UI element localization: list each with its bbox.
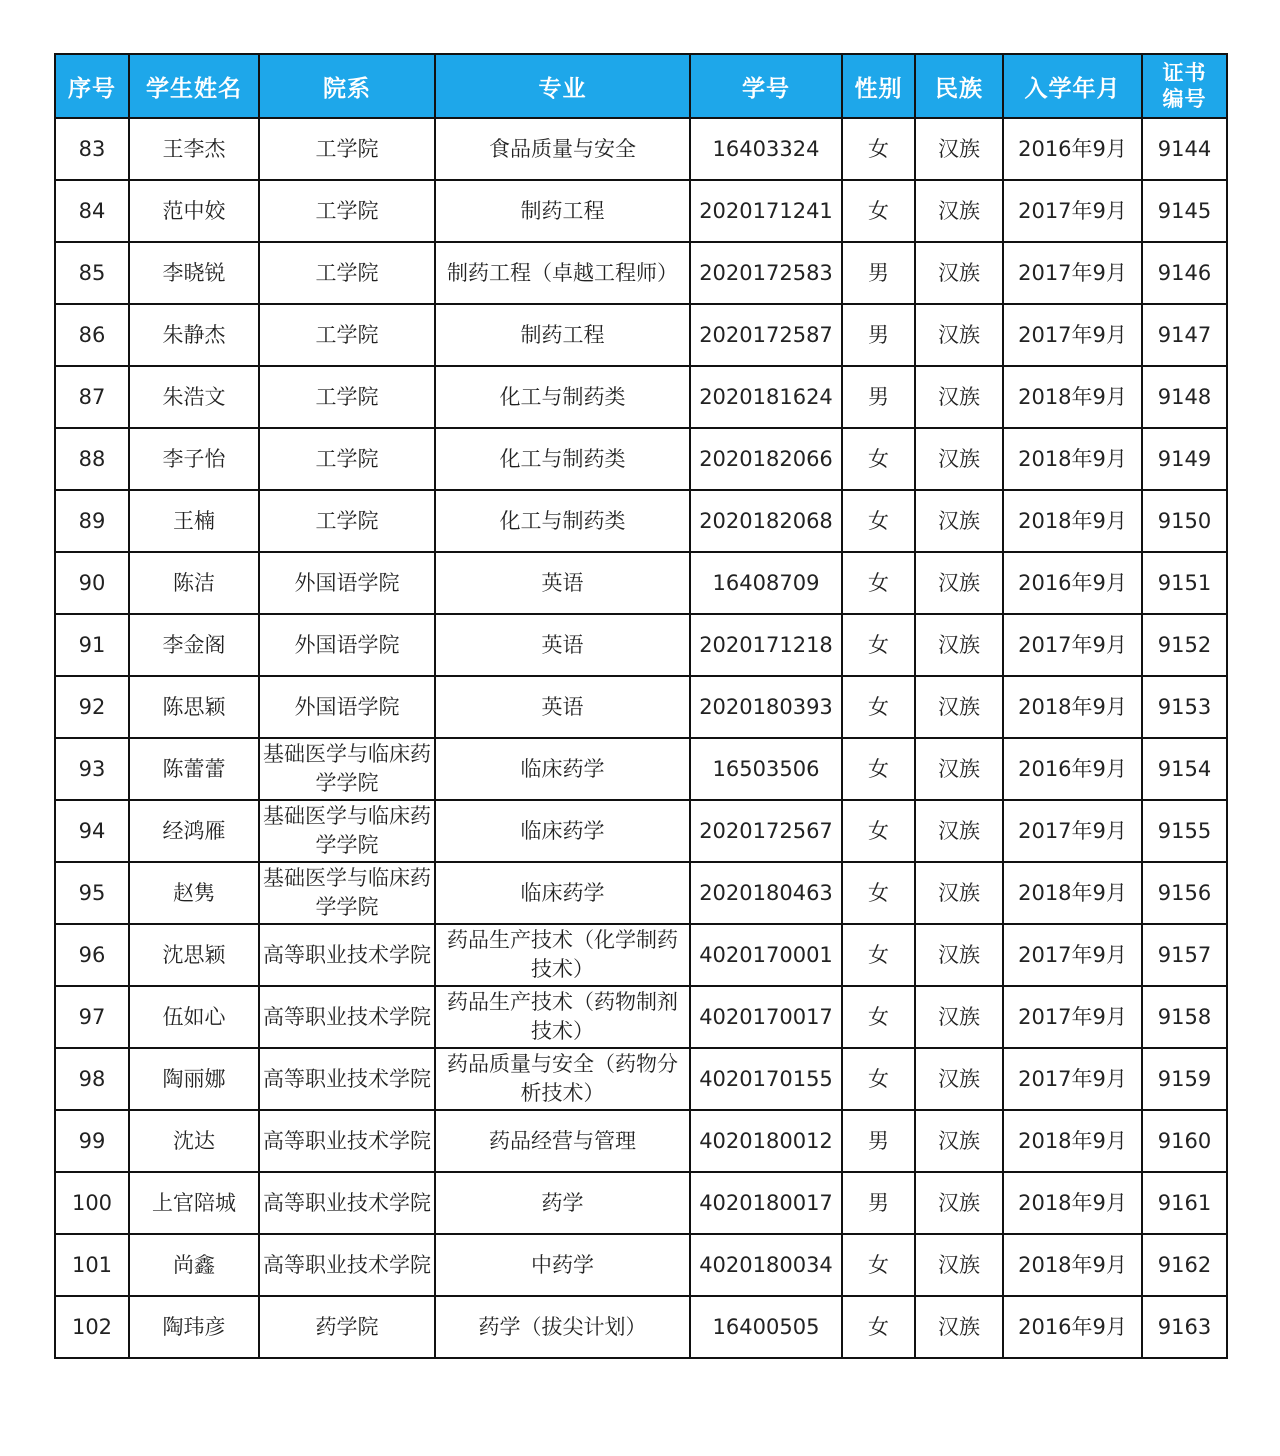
cell-student-name: 王楠 <box>129 490 259 552</box>
cell-gender: 女 <box>842 118 915 180</box>
cell-enrollment-date: 2017年9月 <box>1003 242 1142 304</box>
cell-gender: 男 <box>842 1110 915 1172</box>
cell-student-name: 陶玮彦 <box>129 1296 259 1358</box>
cell-gender: 女 <box>842 986 915 1048</box>
cell-major: 药学 <box>435 1172 690 1234</box>
cell-certificate-number: 9144 <box>1142 118 1227 180</box>
cell-student-id: 16400505 <box>690 1296 842 1358</box>
cell-enrollment-date: 2016年9月 <box>1003 1296 1142 1358</box>
cell-gender: 女 <box>842 800 915 862</box>
header-certificate-number: 证书 编号 <box>1142 54 1227 118</box>
cell-certificate-number: 9163 <box>1142 1296 1227 1358</box>
cell-gender: 女 <box>842 1296 915 1358</box>
cell-gender: 男 <box>842 366 915 428</box>
cell-department: 工学院 <box>259 304 435 366</box>
cell-department: 外国语学院 <box>259 614 435 676</box>
student-table <box>54 53 1228 1359</box>
cell-department: 基础医学与临床药学学院 <box>259 738 435 800</box>
cell-department: 工学院 <box>259 118 435 180</box>
cell-student-name: 陈思颖 <box>129 676 259 738</box>
table-row <box>55 118 1227 180</box>
cell-student-name: 上官陪城 <box>129 1172 259 1234</box>
cell-student-name: 沈达 <box>129 1110 259 1172</box>
cell-ethnicity: 汉族 <box>915 924 1003 986</box>
cell-enrollment-date: 2017年9月 <box>1003 800 1142 862</box>
cell-gender: 女 <box>842 614 915 676</box>
cell-major: 英语 <box>435 614 690 676</box>
table-row <box>55 366 1227 428</box>
cell-enrollment-date: 2017年9月 <box>1003 180 1142 242</box>
cell-gender: 男 <box>842 242 915 304</box>
cell-enrollment-date: 2018年9月 <box>1003 1234 1142 1296</box>
cell-certificate-number: 9150 <box>1142 490 1227 552</box>
cell-certificate-number: 9160 <box>1142 1110 1227 1172</box>
cell-ethnicity: 汉族 <box>915 862 1003 924</box>
cell-student-name: 陶丽娜 <box>129 1048 259 1110</box>
cell-student-name: 尚鑫 <box>129 1234 259 1296</box>
cell-enrollment-date: 2018年9月 <box>1003 1172 1142 1234</box>
table-body <box>55 118 1227 1358</box>
cell-student-id: 2020180463 <box>690 862 842 924</box>
cell-major: 食品质量与安全 <box>435 118 690 180</box>
cell-major: 药品质量与安全（药物分析技术） <box>435 1048 690 1110</box>
cell-gender: 男 <box>842 1172 915 1234</box>
table-row <box>55 1296 1227 1358</box>
cell-student-name: 朱静杰 <box>129 304 259 366</box>
table-row <box>55 676 1227 738</box>
table-row <box>55 490 1227 552</box>
table-row <box>55 614 1227 676</box>
cell-major: 药品经营与管理 <box>435 1110 690 1172</box>
cell-index: 96 <box>55 924 129 986</box>
cell-ethnicity: 汉族 <box>915 800 1003 862</box>
cell-ethnicity: 汉族 <box>915 1110 1003 1172</box>
cell-certificate-number: 9156 <box>1142 862 1227 924</box>
cell-index: 91 <box>55 614 129 676</box>
cell-student-id: 2020182066 <box>690 428 842 490</box>
cell-enrollment-date: 2018年9月 <box>1003 490 1142 552</box>
header-gender: 性别 <box>842 54 915 118</box>
cell-certificate-number: 9146 <box>1142 242 1227 304</box>
cell-certificate-number: 9161 <box>1142 1172 1227 1234</box>
cell-department: 工学院 <box>259 428 435 490</box>
cell-index: 93 <box>55 738 129 800</box>
cell-ethnicity: 汉族 <box>915 1296 1003 1358</box>
cell-certificate-number: 9153 <box>1142 676 1227 738</box>
cell-major: 英语 <box>435 676 690 738</box>
cell-student-id: 4020170001 <box>690 924 842 986</box>
cell-department: 外国语学院 <box>259 552 435 614</box>
table-row <box>55 862 1227 924</box>
cell-enrollment-date: 2016年9月 <box>1003 552 1142 614</box>
cell-ethnicity: 汉族 <box>915 118 1003 180</box>
cell-student-id: 2020172567 <box>690 800 842 862</box>
cell-major: 临床药学 <box>435 800 690 862</box>
cell-ethnicity: 汉族 <box>915 366 1003 428</box>
cell-ethnicity: 汉族 <box>915 986 1003 1048</box>
cell-major: 制药工程 <box>435 180 690 242</box>
cell-enrollment-date: 2017年9月 <box>1003 304 1142 366</box>
cell-student-name: 伍如心 <box>129 986 259 1048</box>
cell-ethnicity: 汉族 <box>915 304 1003 366</box>
cell-major: 临床药学 <box>435 862 690 924</box>
cell-student-id: 4020170155 <box>690 1048 842 1110</box>
cell-certificate-number: 9149 <box>1142 428 1227 490</box>
cell-gender: 女 <box>842 924 915 986</box>
cell-gender: 女 <box>842 1048 915 1110</box>
cell-student-id: 2020180393 <box>690 676 842 738</box>
cell-ethnicity: 汉族 <box>915 614 1003 676</box>
cell-ethnicity: 汉族 <box>915 490 1003 552</box>
cell-certificate-number: 9152 <box>1142 614 1227 676</box>
cell-enrollment-date: 2018年9月 <box>1003 1110 1142 1172</box>
cell-student-name: 陈蕾蕾 <box>129 738 259 800</box>
header-student-name: 学生姓名 <box>129 54 259 118</box>
cell-index: 88 <box>55 428 129 490</box>
cell-major: 药品生产技术（化学制药技术） <box>435 924 690 986</box>
cell-certificate-number: 9158 <box>1142 986 1227 1048</box>
cell-student-name: 朱浩文 <box>129 366 259 428</box>
cell-student-name: 李子怡 <box>129 428 259 490</box>
cell-gender: 女 <box>842 1234 915 1296</box>
cell-student-name: 赵隽 <box>129 862 259 924</box>
cell-major: 药学（拔尖计划） <box>435 1296 690 1358</box>
cell-index: 89 <box>55 490 129 552</box>
cell-ethnicity: 汉族 <box>915 1048 1003 1110</box>
cell-ethnicity: 汉族 <box>915 1172 1003 1234</box>
cell-certificate-number: 9157 <box>1142 924 1227 986</box>
header-department: 院系 <box>259 54 435 118</box>
cell-index: 86 <box>55 304 129 366</box>
table-row <box>55 552 1227 614</box>
cell-department: 高等职业技术学院 <box>259 924 435 986</box>
cell-student-id: 16503506 <box>690 738 842 800</box>
cell-index: 95 <box>55 862 129 924</box>
cell-gender: 女 <box>842 738 915 800</box>
cell-enrollment-date: 2018年9月 <box>1003 366 1142 428</box>
cell-gender: 女 <box>842 428 915 490</box>
cell-major: 化工与制药类 <box>435 428 690 490</box>
cell-ethnicity: 汉族 <box>915 738 1003 800</box>
cell-major: 临床药学 <box>435 738 690 800</box>
cell-certificate-number: 9145 <box>1142 180 1227 242</box>
cell-enrollment-date: 2016年9月 <box>1003 738 1142 800</box>
header-major: 专业 <box>435 54 690 118</box>
header-index: 序号 <box>55 54 129 118</box>
table-row <box>55 304 1227 366</box>
table-row <box>55 986 1227 1048</box>
cell-student-name: 王李杰 <box>129 118 259 180</box>
cell-student-id: 16408709 <box>690 552 842 614</box>
header-ethnicity: 民族 <box>915 54 1003 118</box>
cell-student-id: 2020171218 <box>690 614 842 676</box>
header-student-id: 学号 <box>690 54 842 118</box>
table-header-row <box>55 54 1227 118</box>
cell-student-id: 4020180017 <box>690 1172 842 1234</box>
cell-student-name: 李晓锐 <box>129 242 259 304</box>
cell-department: 工学院 <box>259 366 435 428</box>
cell-student-id: 2020172587 <box>690 304 842 366</box>
cell-index: 100 <box>55 1172 129 1234</box>
cell-major: 化工与制药类 <box>435 366 690 428</box>
cell-student-id: 16403324 <box>690 118 842 180</box>
cell-index: 92 <box>55 676 129 738</box>
cell-student-id: 4020170017 <box>690 986 842 1048</box>
cell-department: 外国语学院 <box>259 676 435 738</box>
cell-index: 90 <box>55 552 129 614</box>
cell-certificate-number: 9159 <box>1142 1048 1227 1110</box>
cell-enrollment-date: 2018年9月 <box>1003 428 1142 490</box>
cell-gender: 女 <box>842 552 915 614</box>
cell-student-name: 李金阁 <box>129 614 259 676</box>
cell-department: 高等职业技术学院 <box>259 1110 435 1172</box>
table-row <box>55 1234 1227 1296</box>
table-row <box>55 924 1227 986</box>
cell-department: 基础医学与临床药学学院 <box>259 800 435 862</box>
cell-index: 102 <box>55 1296 129 1358</box>
cell-index: 99 <box>55 1110 129 1172</box>
cell-department: 工学院 <box>259 180 435 242</box>
cell-enrollment-date: 2016年9月 <box>1003 118 1142 180</box>
student-table-sheet <box>54 53 1226 1359</box>
cell-index: 83 <box>55 118 129 180</box>
cell-gender: 女 <box>842 180 915 242</box>
cell-index: 101 <box>55 1234 129 1296</box>
cell-department: 药学院 <box>259 1296 435 1358</box>
cell-gender: 女 <box>842 676 915 738</box>
cell-major: 制药工程（卓越工程师） <box>435 242 690 304</box>
cell-enrollment-date: 2017年9月 <box>1003 614 1142 676</box>
header-enrollment-date: 入学年月 <box>1003 54 1142 118</box>
cell-student-id: 4020180034 <box>690 1234 842 1296</box>
cell-certificate-number: 9151 <box>1142 552 1227 614</box>
cell-certificate-number: 9155 <box>1142 800 1227 862</box>
table-row <box>55 1048 1227 1110</box>
cell-gender: 男 <box>842 304 915 366</box>
cell-student-name: 经鸿雁 <box>129 800 259 862</box>
cell-department: 高等职业技术学院 <box>259 1234 435 1296</box>
table-row <box>55 1172 1227 1234</box>
cell-enrollment-date: 2018年9月 <box>1003 676 1142 738</box>
table-row <box>55 180 1227 242</box>
cell-major: 英语 <box>435 552 690 614</box>
cell-enrollment-date: 2018年9月 <box>1003 862 1142 924</box>
cell-department: 工学院 <box>259 490 435 552</box>
cell-enrollment-date: 2017年9月 <box>1003 924 1142 986</box>
table-row <box>55 1110 1227 1172</box>
cell-index: 97 <box>55 986 129 1048</box>
cell-ethnicity: 汉族 <box>915 428 1003 490</box>
cell-certificate-number: 9148 <box>1142 366 1227 428</box>
cell-ethnicity: 汉族 <box>915 1234 1003 1296</box>
cell-department: 高等职业技术学院 <box>259 986 435 1048</box>
cell-department: 高等职业技术学院 <box>259 1048 435 1110</box>
cell-department: 工学院 <box>259 242 435 304</box>
cell-department: 基础医学与临床药学学院 <box>259 862 435 924</box>
table-row <box>55 800 1227 862</box>
cell-ethnicity: 汉族 <box>915 676 1003 738</box>
cell-index: 94 <box>55 800 129 862</box>
cell-index: 87 <box>55 366 129 428</box>
cell-student-name: 沈思颖 <box>129 924 259 986</box>
table-row <box>55 738 1227 800</box>
cell-certificate-number: 9162 <box>1142 1234 1227 1296</box>
cell-ethnicity: 汉族 <box>915 552 1003 614</box>
cell-student-id: 2020172583 <box>690 242 842 304</box>
cell-enrollment-date: 2017年9月 <box>1003 1048 1142 1110</box>
cell-ethnicity: 汉族 <box>915 180 1003 242</box>
cell-student-id: 4020180012 <box>690 1110 842 1172</box>
cell-student-id: 2020181624 <box>690 366 842 428</box>
cell-index: 85 <box>55 242 129 304</box>
cell-ethnicity: 汉族 <box>915 242 1003 304</box>
cell-student-name: 范中姣 <box>129 180 259 242</box>
cell-student-id: 2020171241 <box>690 180 842 242</box>
cell-gender: 女 <box>842 490 915 552</box>
cell-certificate-number: 9154 <box>1142 738 1227 800</box>
cell-student-name: 陈洁 <box>129 552 259 614</box>
cell-major: 药品生产技术（药物制剂技术） <box>435 986 690 1048</box>
cell-certificate-number: 9147 <box>1142 304 1227 366</box>
cell-index: 98 <box>55 1048 129 1110</box>
cell-student-id: 2020182068 <box>690 490 842 552</box>
cell-gender: 女 <box>842 862 915 924</box>
cell-index: 84 <box>55 180 129 242</box>
cell-enrollment-date: 2017年9月 <box>1003 986 1142 1048</box>
table-row <box>55 242 1227 304</box>
cell-major: 中药学 <box>435 1234 690 1296</box>
table-row <box>55 428 1227 490</box>
cell-major: 化工与制药类 <box>435 490 690 552</box>
cell-major: 制药工程 <box>435 304 690 366</box>
cell-department: 高等职业技术学院 <box>259 1172 435 1234</box>
